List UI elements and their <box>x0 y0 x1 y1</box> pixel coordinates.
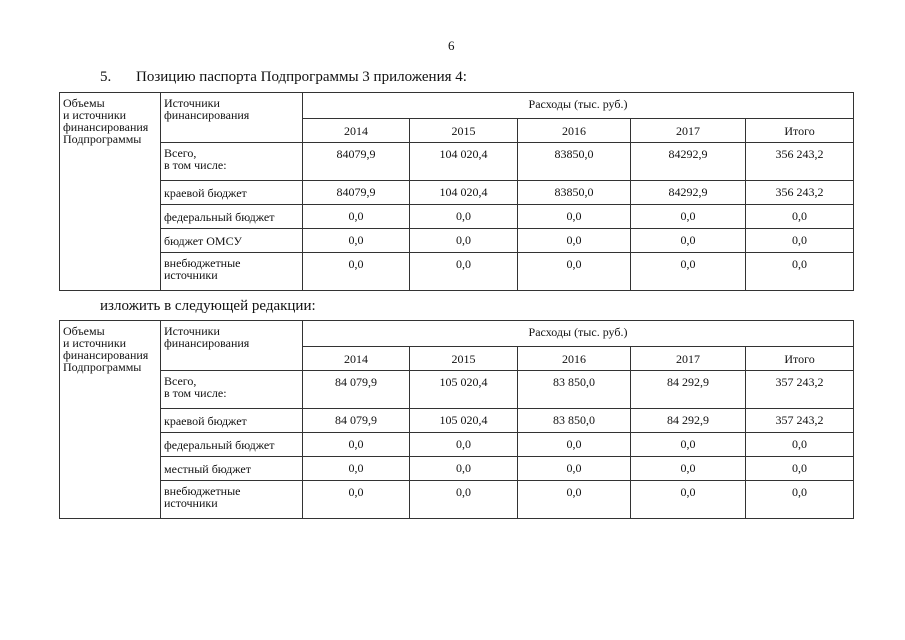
value-cell: 104 020,4 <box>410 181 518 205</box>
value-cell: 84 292,9 <box>631 409 746 433</box>
value-cell: 0,0 <box>746 253 854 291</box>
value-cell: 84292,9 <box>631 143 746 181</box>
row-label: Объемы и источники финансирования Подпрограммы <box>60 93 161 291</box>
section-heading <box>100 69 467 86</box>
value-cell: 0,0 <box>631 481 746 519</box>
section-heading-text: Позицию паспорта Подпрограммы 3 приложения 4: <box>136 69 467 85</box>
year-header: 2014 <box>303 119 410 143</box>
page-number: 6 <box>448 38 455 53</box>
value-cell: 0,0 <box>303 457 410 481</box>
value-cell: 0,0 <box>631 433 746 457</box>
value-cell: 0,0 <box>410 457 518 481</box>
value-cell: 0,0 <box>410 253 518 291</box>
value-cell: 83850,0 <box>518 181 631 205</box>
value-cell: 0,0 <box>410 229 518 253</box>
table-row <box>60 371 854 409</box>
year-header: 2017 <box>631 347 746 371</box>
table-row <box>60 253 854 291</box>
expenses-header: Расходы (тыс. руб.) <box>303 321 854 347</box>
section-number: 5. <box>100 69 112 85</box>
value-cell: 0,0 <box>631 253 746 291</box>
expenses-header: Расходы (тыс. руб.) <box>303 93 854 119</box>
year-header: Итого <box>746 347 854 371</box>
value-cell: 0,0 <box>631 229 746 253</box>
source-cell: внебюджетные источники <box>161 253 303 291</box>
value-cell: 0,0 <box>746 433 854 457</box>
value-cell: 0,0 <box>518 253 631 291</box>
value-cell: 83850,0 <box>518 143 631 181</box>
year-header: 2017 <box>631 119 746 143</box>
value-cell: 0,0 <box>746 205 854 229</box>
table-row <box>60 481 854 519</box>
table-row <box>60 433 854 457</box>
value-cell: 0,0 <box>746 481 854 519</box>
source-cell: Всего, в том числе: <box>161 143 303 181</box>
value-cell: 84292,9 <box>631 181 746 205</box>
table-row <box>60 409 854 433</box>
value-cell: 105 020,4 <box>410 409 518 433</box>
source-cell: внебюджетные источники <box>161 481 303 519</box>
source-cell: федеральный бюджет <box>161 433 303 457</box>
year-header: 2014 <box>303 347 410 371</box>
sources-header: Источники финансирования <box>161 321 303 371</box>
value-cell: 356 243,2 <box>746 143 854 181</box>
value-cell: 0,0 <box>410 481 518 519</box>
source-cell: местный бюджет <box>161 457 303 481</box>
value-cell: 0,0 <box>518 229 631 253</box>
source-cell: краевой бюджет <box>161 409 303 433</box>
value-cell: 0,0 <box>631 457 746 481</box>
value-cell: 0,0 <box>631 205 746 229</box>
source-cell: федеральный бюджет <box>161 205 303 229</box>
value-cell: 83 850,0 <box>518 371 631 409</box>
year-header: Итого <box>746 119 854 143</box>
year-header: 2016 <box>518 347 631 371</box>
value-cell: 84079,9 <box>303 143 410 181</box>
value-cell: 84 079,9 <box>303 371 410 409</box>
value-cell: 0,0 <box>303 229 410 253</box>
value-cell: 0,0 <box>518 205 631 229</box>
value-cell: 356 243,2 <box>746 181 854 205</box>
subheading: изложить в следующей редакции: <box>100 298 316 314</box>
table-row <box>60 181 854 205</box>
year-header: 2016 <box>518 119 631 143</box>
sources-header: Источники финансирования <box>161 93 303 143</box>
source-cell: Всего, в том числе: <box>161 371 303 409</box>
source-cell: бюджет ОМСУ <box>161 229 303 253</box>
value-cell: 0,0 <box>410 433 518 457</box>
value-cell: 0,0 <box>746 229 854 253</box>
table-row <box>60 143 854 181</box>
value-cell: 84 079,9 <box>303 409 410 433</box>
source-cell: краевой бюджет <box>161 181 303 205</box>
value-cell: 105 020,4 <box>410 371 518 409</box>
value-cell: 0,0 <box>303 253 410 291</box>
year-header: 2015 <box>410 119 518 143</box>
value-cell: 0,0 <box>518 457 631 481</box>
year-header: 2015 <box>410 347 518 371</box>
value-cell: 357 243,2 <box>746 409 854 433</box>
value-cell: 0,0 <box>303 205 410 229</box>
value-cell: 0,0 <box>746 457 854 481</box>
table-new <box>59 320 854 519</box>
value-cell: 0,0 <box>518 481 631 519</box>
value-cell: 84 292,9 <box>631 371 746 409</box>
value-cell: 0,0 <box>303 433 410 457</box>
value-cell: 0,0 <box>518 433 631 457</box>
value-cell: 84079,9 <box>303 181 410 205</box>
row-label: Объемы и источники финансирования Подпрограммы <box>60 321 161 519</box>
value-cell: 0,0 <box>410 205 518 229</box>
value-cell: 0,0 <box>303 481 410 519</box>
value-cell: 357 243,2 <box>746 371 854 409</box>
table-old <box>59 92 854 291</box>
table-row <box>60 457 854 481</box>
table-row <box>60 205 854 229</box>
table-row <box>60 229 854 253</box>
value-cell: 104 020,4 <box>410 143 518 181</box>
value-cell: 83 850,0 <box>518 409 631 433</box>
